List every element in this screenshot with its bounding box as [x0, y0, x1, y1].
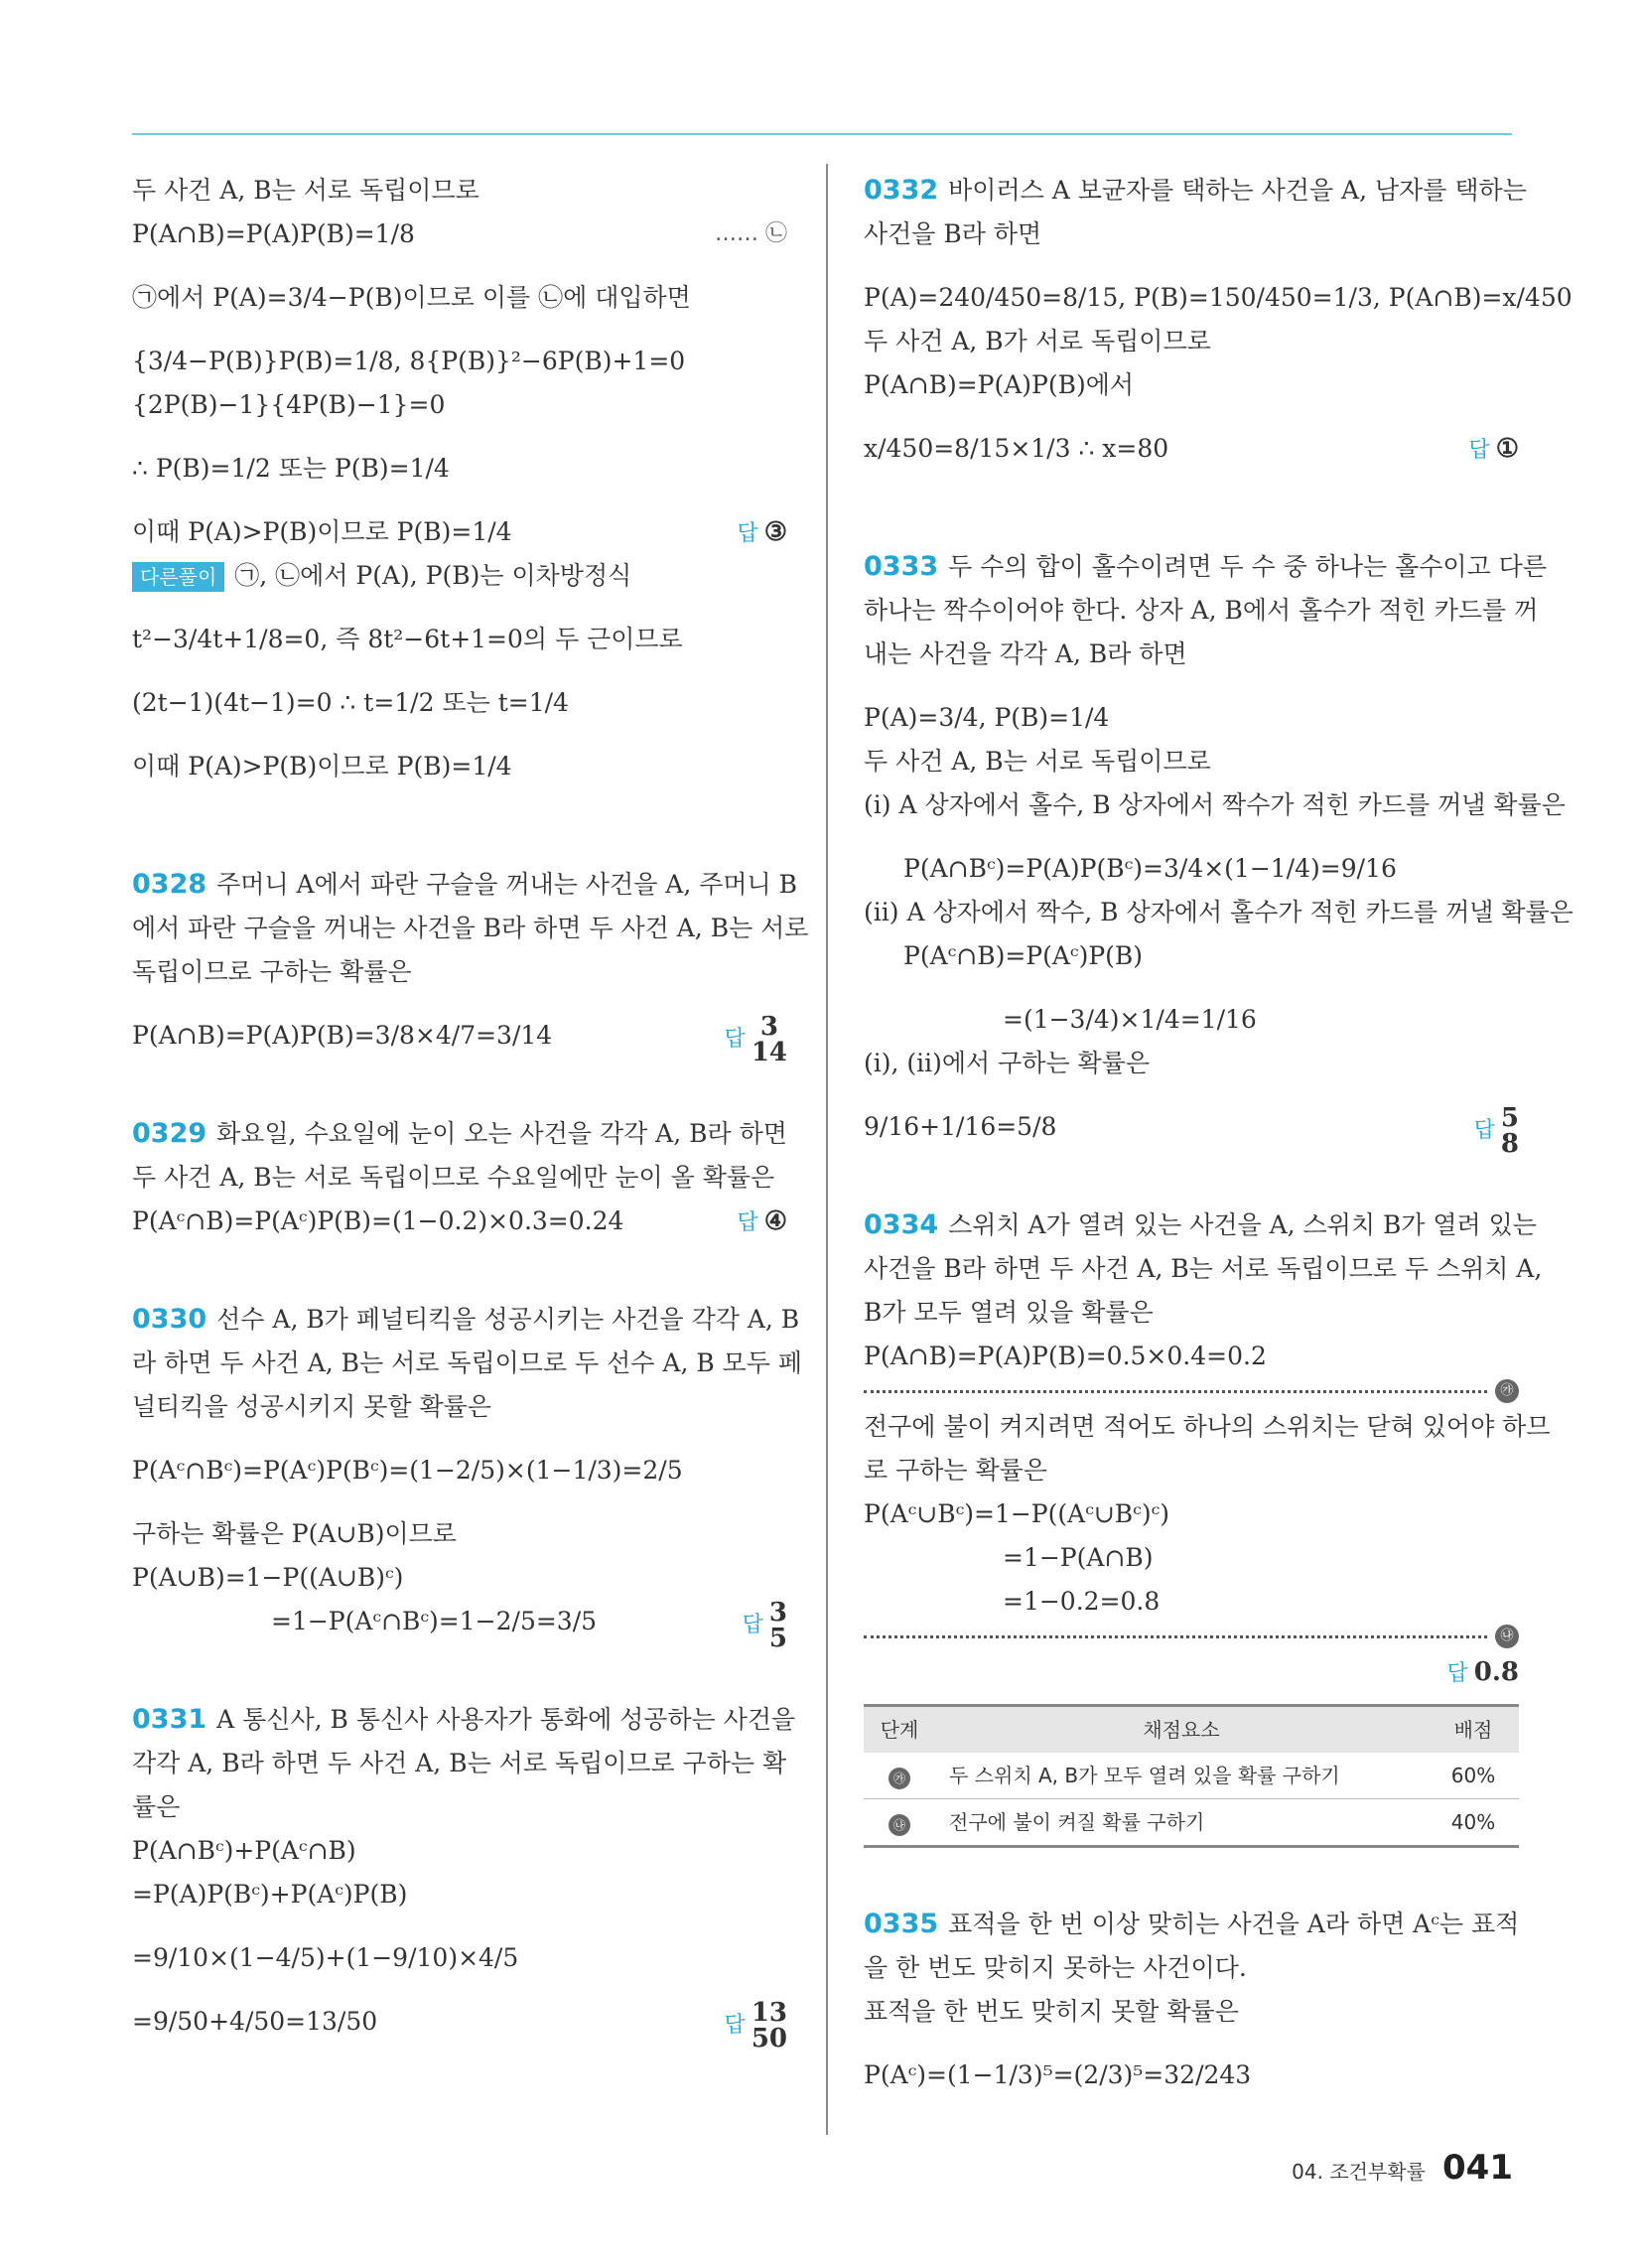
text-line: 구하는 확률은 P(A∪B)이므로 — [132, 1519, 457, 1548]
text-line: 전구에 불이 켜지려면 적어도 하나의 스위치는 닫혀 있어야 하므 — [864, 1412, 1551, 1441]
equation-line: =(1−3/4)×1/4=1/16 — [1003, 1005, 1257, 1034]
problem-0331 — [132, 1698, 796, 1742]
answer-label: 답 — [1473, 1118, 1495, 1143]
equation-line: P(A)=3/4, P(B)=1/4 — [864, 703, 1110, 732]
answer-label: 답 — [1468, 438, 1490, 463]
equation-line — [132, 1598, 787, 1653]
problem-0330 — [132, 1298, 800, 1342]
answer-label: 답 — [1446, 1661, 1468, 1686]
text-line: 두 사건 A, B가 서로 독립이므로 — [864, 327, 1211, 355]
answer-denominator: 14 — [751, 1038, 787, 1067]
text-line: 널티킥을 성공시키지 못할 확률은 — [132, 1392, 491, 1421]
problem-0334 — [864, 1204, 1537, 1247]
equation: 9/16+1/16=5/8 — [864, 1112, 1057, 1141]
text-line: 라 하면 두 사건 A, B는 서로 독립이므로 두 선수 A, B 모두 페 — [132, 1348, 803, 1377]
equation-line: P(A∩Bᶜ)=P(A)P(Bᶜ)=3/4×(1−1/4)=9/16 — [903, 854, 1397, 883]
text-line: 하나는 짝수이어야 한다. 상자 A, B에서 홀수가 적힌 카드를 꺼 — [864, 596, 1539, 625]
problem-0328 — [132, 863, 798, 907]
answer-line — [864, 1650, 1519, 1694]
table-header: 배점 — [1428, 1706, 1519, 1754]
text-line: 두 사건 A, B는 서로 독립이므로 — [132, 176, 479, 205]
answer-numerator: 5 — [1500, 1103, 1519, 1133]
equation-line: P(Aᶜ)=(1−1/3)⁵=(2/3)⁵=32/243 — [864, 2060, 1252, 2089]
text-line: 독립이므로 구하는 확률은 — [132, 957, 412, 986]
equation-line: P(A∩B)=P(A)P(B)=0.5×0.4=0.2 — [864, 1342, 1267, 1370]
answer-numerator: 3 — [759, 1012, 778, 1042]
problem-0329 — [132, 1112, 787, 1156]
problem-number: 0332 — [864, 175, 939, 206]
step-divider — [864, 1383, 1514, 1398]
problem-number: 0335 — [864, 1909, 939, 1939]
step-mark: ㉯ — [889, 1814, 910, 1836]
table-cell: 전구에 불이 켜질 확률 구하기 — [935, 1799, 1428, 1847]
equation-line: =9/10×(1−4/5)+(1−9/10)×4/5 — [132, 1943, 519, 1972]
equation-line: P(Aᶜ∪Bᶜ)=1−P((Aᶜ∪Bᶜ)ᶜ) — [864, 1499, 1169, 1528]
text-line: ㉠에서 P(A)=3/4−P(B)이므로 이를 ㉡에 대입하면 — [132, 283, 691, 312]
table-header: 채점요소 — [935, 1706, 1428, 1754]
answer — [1468, 427, 1519, 473]
equation: =9/50+4/50=13/50 — [132, 2007, 378, 2036]
text: 주머니 A에서 파란 구슬을 꺼내는 사건을 A, 주머니 B — [216, 870, 798, 899]
text-line: 사건을 B라 하면 — [864, 219, 1042, 248]
text: A 통신사, B 통신사 사용자가 통화에 성공하는 사건을 — [216, 1705, 796, 1734]
section-title: 04. 조건부확률 — [1292, 2160, 1426, 2184]
problem-0333 — [864, 545, 1547, 589]
header-rule — [132, 133, 1512, 135]
table-header: 단계 — [864, 1706, 935, 1754]
answer — [737, 510, 787, 556]
text-line: (i), (ii)에서 구하는 확률은 — [864, 1049, 1150, 1077]
right-column — [864, 169, 1574, 2097]
problem-number: 0328 — [132, 869, 207, 900]
answer — [737, 1200, 787, 1245]
text: 스위치 A가 열려 있는 사건을 A, 스위치 B가 열려 있는 — [948, 1210, 1537, 1239]
text-line: 률은 — [132, 1792, 181, 1821]
text: 화요일, 수요일에 눈이 오는 사건을 각각 A, B라 하면 — [216, 1119, 787, 1148]
equation-line — [132, 1998, 787, 2054]
equation-line: 이때 P(A)>P(B)이므로 P(B)=1/4 — [132, 752, 512, 780]
answer — [725, 2000, 787, 2052]
page-footer — [1292, 2148, 1513, 2188]
text-line: B가 모두 열려 있을 확률은 — [864, 1298, 1154, 1327]
answer-value: 0.8 — [1473, 1657, 1519, 1687]
equation-tag: …… ㉡ — [715, 221, 787, 246]
text-line: 내는 사건을 각각 A, B라 하면 — [864, 639, 1187, 668]
text-line: 로 구하는 확률은 — [864, 1456, 1047, 1485]
table-cell: 40% — [1428, 1799, 1519, 1847]
equation-line — [864, 1103, 1519, 1159]
answer-value: ③ — [763, 517, 787, 547]
answer — [725, 1014, 787, 1065]
answer — [1474, 1105, 1519, 1157]
problem-number: 0330 — [132, 1304, 207, 1335]
answer — [1447, 1650, 1520, 1696]
answer-numerator: 13 — [751, 1998, 787, 2028]
text-line: 에서 파란 구슬을 꺼내는 사건을 B라 하면 두 사건 A, B는 서로 — [132, 914, 809, 942]
answer-denominator: 50 — [751, 2024, 787, 2054]
equation-line: =1−0.2=0.8 — [1003, 1587, 1161, 1616]
table-cell: 60% — [1428, 1753, 1519, 1799]
equation-line: P(A∪B)=1−P((A∪B)ᶜ) — [132, 1563, 404, 1592]
equation: P(A∩B)=P(A)P(B)=1/8 — [132, 219, 415, 248]
text: 두 수의 합이 홀수이려면 두 수 중 하나는 홀수이고 다른 — [948, 552, 1547, 581]
left-column — [132, 169, 809, 2054]
problem-0335 — [864, 1903, 1519, 1946]
equation-line: (2t−1)(4t−1)=0 ∴ t=1/2 또는 t=1/4 — [132, 688, 569, 717]
equation-line: P(A)=240/450=8/15, P(B)=150/450=1/3, P(A∩B)=x/450 — [864, 283, 1573, 312]
equation-line: {2P(B)−1}{4P(B)−1}=0 — [132, 390, 446, 419]
equation-line: =P(A)P(Bᶜ)+P(Aᶜ)P(B) — [132, 1880, 408, 1909]
answer-value: ④ — [763, 1206, 787, 1236]
step-mark: ㉯ — [1495, 1625, 1519, 1648]
equation-line: P(A∩Bᶜ)+P(Aᶜ∩B) — [132, 1836, 356, 1865]
text-line: 각각 A, B라 하면 두 사건 A, B는 서로 독립이므로 구하는 확 — [132, 1749, 787, 1777]
text-line: 두 사건 A, B는 서로 독립이므로 수요일에만 눈이 올 확률은 — [132, 1163, 775, 1192]
equation-line — [132, 213, 787, 256]
equation: 이때 P(A)>P(B)이므로 P(B)=1/4 — [132, 517, 512, 546]
table-header-row — [864, 1706, 1519, 1754]
text-line: 두 사건 A, B는 서로 독립이므로 — [864, 747, 1211, 776]
answer-denominator: 5 — [768, 1624, 787, 1653]
problem-number: 0334 — [864, 1209, 939, 1240]
page-number: 041 — [1442, 2148, 1513, 2188]
step-divider — [864, 1629, 1514, 1643]
alt-solution-line — [132, 554, 787, 598]
problem-number: 0331 — [132, 1704, 207, 1735]
step-mark: ㉮ — [1495, 1379, 1519, 1403]
answer-label: 답 — [742, 1613, 763, 1637]
text: ㉠, ㉡에서 P(A), P(B)는 이차방정식 — [234, 561, 632, 590]
table-cell: 두 스위치 A, B가 모두 열려 있을 확률 구하기 — [935, 1753, 1428, 1799]
equation-line — [132, 1012, 787, 1067]
equation: x/450=8/15×1/3 ∴ x=80 — [864, 434, 1169, 463]
text-line: 을 한 번도 맞히지 못하는 사건이다. — [864, 1953, 1247, 1982]
answer-label: 답 — [724, 1027, 746, 1052]
equation-line: =1−P(A∩B) — [1003, 1543, 1154, 1572]
text: 선수 A, B가 페널티킥을 성공시키는 사건을 각각 A, B — [216, 1305, 800, 1334]
equation-line — [132, 510, 787, 554]
answer-denominator: 8 — [1500, 1129, 1519, 1159]
answer-value: ① — [1495, 434, 1519, 464]
equation-line: P(Aᶜ∩B)=P(Aᶜ)P(B) — [903, 941, 1144, 970]
equation-line: P(A∩B)=P(A)P(B)에서 — [864, 370, 1135, 399]
alt-solution-badge: 다른풀이 — [132, 562, 224, 592]
problem-number: 0333 — [864, 551, 939, 582]
equation-line: t²−3/4t+1/8=0, 즉 8t²−6t+1=0의 두 근이므로 — [132, 625, 683, 653]
table-row — [864, 1753, 1519, 1799]
scoring-table — [864, 1704, 1519, 1848]
equation-line: {3/4−P(B)}P(B)=1/8, 8{P(B)}²−6P(B)+1=0 — [132, 347, 686, 375]
answer — [743, 1600, 787, 1651]
answer-label: 답 — [737, 521, 758, 546]
step-mark: ㉮ — [889, 1768, 910, 1789]
problem-0332 — [864, 169, 1527, 213]
answer-label: 답 — [737, 1210, 758, 1235]
equation: =1−P(Aᶜ∩Bᶜ)=1−2/5=3/5 — [271, 1607, 598, 1635]
equation: P(Aᶜ∩B)=P(Aᶜ)P(B)=(1−0.2)×0.3=0.24 — [132, 1206, 624, 1235]
equation-line: ∴ P(B)=1/2 또는 P(B)=1/4 — [132, 454, 450, 483]
answer-numerator: 3 — [768, 1598, 787, 1628]
equation: P(A∩B)=P(A)P(B)=3/8×4/7=3/14 — [132, 1021, 553, 1050]
column-divider — [826, 164, 828, 2135]
table-row — [864, 1799, 1519, 1847]
answer-label: 답 — [724, 2013, 746, 2038]
problem-number: 0329 — [132, 1118, 207, 1149]
text-line: 표적을 한 번도 맞히지 못할 확률은 — [864, 1997, 1239, 2026]
text-line: (i) A 상자에서 홀수, B 상자에서 짝수가 적힌 카드를 꺼낼 확률은 — [864, 790, 1566, 819]
equation-line — [864, 427, 1519, 471]
equation-line — [132, 1200, 787, 1243]
text-line: 사건을 B라 하면 두 사건 A, B는 서로 독립이므로 두 스위치 A, — [864, 1254, 1543, 1283]
text: 표적을 한 번 이상 맞히는 사건을 A라 하면 Aᶜ는 표적 — [948, 1910, 1520, 1938]
text-line: (ii) A 상자에서 짝수, B 상자에서 홀수가 적힌 카드를 꺼낼 확률은 — [864, 898, 1574, 926]
text: 바이러스 A 보균자를 택하는 사건을 A, 남자를 택하는 — [948, 176, 1527, 205]
equation-line: P(Aᶜ∩Bᶜ)=P(Aᶜ)P(Bᶜ)=(1−2/5)×(1−1/3)=2/5 — [132, 1456, 683, 1485]
